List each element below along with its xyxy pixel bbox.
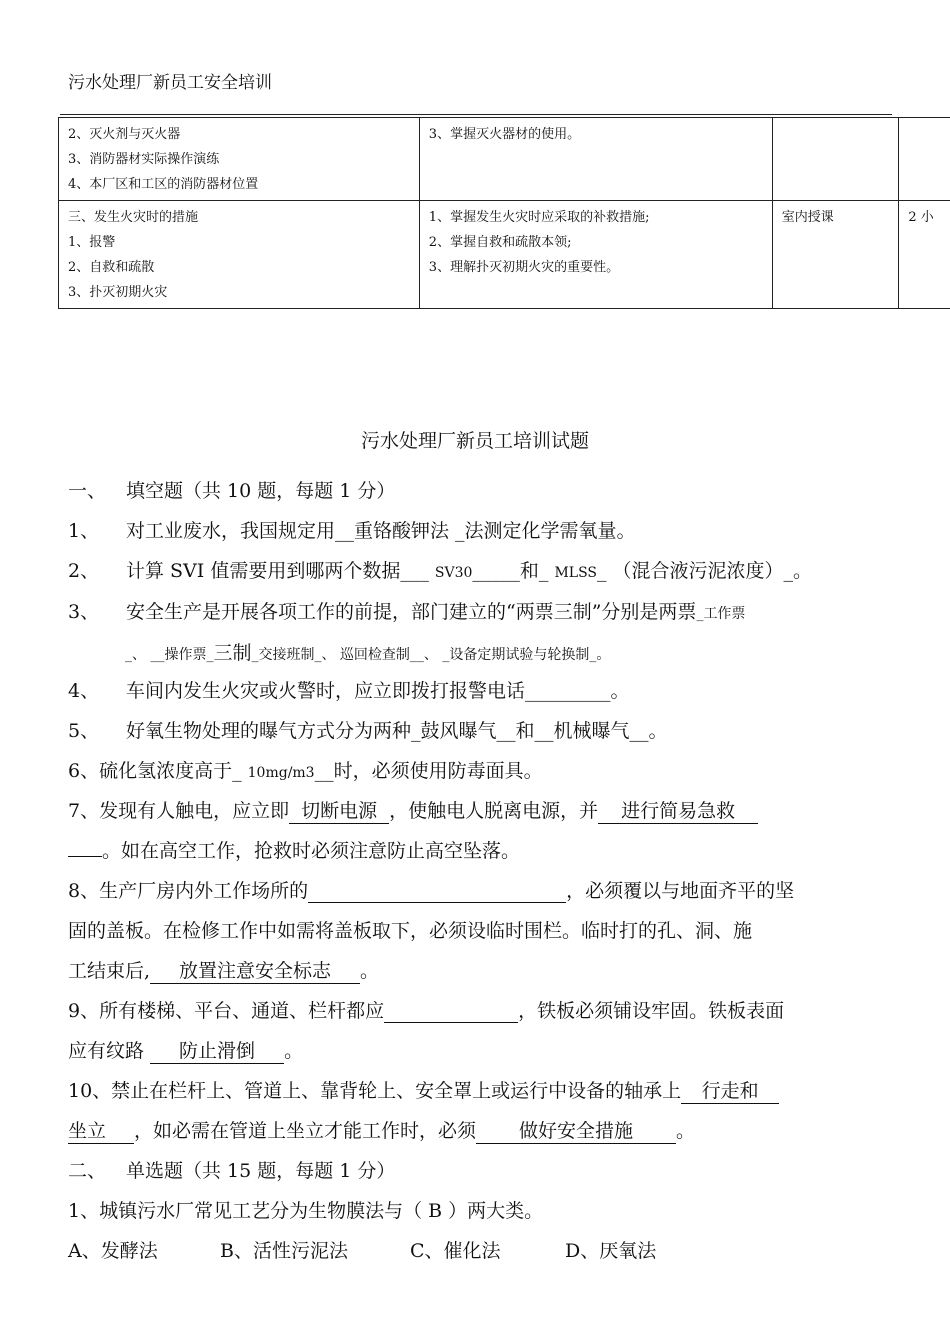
single-choice-1-options bbox=[68, 1236, 656, 1263]
hours-cell: 2 小 bbox=[899, 201, 950, 309]
question-7: 7、发现有人触电，应立即 切断电源 ，使触电人脱离电源，并 进行简易急救 bbox=[68, 796, 758, 824]
question-10-continued: 坐立 ，如必需在管道上坐立才能工作时，必须 做好安全措施 。 bbox=[68, 1116, 695, 1144]
question-10: 10、禁止在栏杆上、管道上、靠背轮上、安全罩上或运行中设备的轴承上 行走和 bbox=[68, 1076, 779, 1104]
question-5: 5、 好氧生物处理的曝气方式分为两种_鼓风曝气__和__机械曝气__。 bbox=[68, 720, 668, 742]
question-3-continued: _、 __操作票_三制_交接班制_、 巡回检查制__、 _设备定期试验与轮换制_。 bbox=[125, 642, 611, 664]
question-7-continued: 。如在高空工作，抢救时必须注意防止高空坠落。 bbox=[68, 836, 520, 863]
hours-cell bbox=[899, 118, 950, 201]
section-heading: 一、 填空题（共 10 题，每题 1 分） bbox=[68, 480, 396, 502]
goals-cell: 3、掌握灭火器材的使用。 bbox=[419, 118, 772, 201]
exam-title: 污水处理厂新员工培训试题 bbox=[360, 430, 589, 452]
question-9: 9、所有楼梯、平台、通道、栏杆都应 ，铁板必须铺设牢固。铁板表面 bbox=[68, 1000, 785, 1022]
answer-blank bbox=[384, 1000, 518, 1023]
option-d: D、厌氧法 bbox=[565, 1240, 657, 1262]
training-plan-table bbox=[58, 117, 950, 309]
section-heading: 二、 单选题（共 15 题，每题 1 分） bbox=[68, 1160, 396, 1182]
single-choice-1: 1、城镇污水厂常见工艺分为生物膜法与（ B ）两大类。 bbox=[68, 1200, 544, 1222]
table-row bbox=[59, 118, 950, 201]
answer-blank bbox=[308, 880, 566, 903]
question-2: 2、 计算 SVI 值需要用到哪两个数据___ SV30_____和_ MLSS_ （混合液污泥浓度）_。 bbox=[68, 560, 813, 582]
goals-cell: 1、掌握发生火灾时应采取的补救措施; 2、掌握自救和疏散本领; 3、理解扑灭初期火灾的重要性。 bbox=[419, 201, 772, 309]
option-c: C、催化法 bbox=[410, 1240, 501, 1262]
question-8-end: 工结束后, 放置注意安全标志 。 bbox=[68, 956, 379, 984]
content-cell: 2、灭火剂与灭火器 3、消防器材实际操作演练 4、本厂区和工区的消防器材位置 bbox=[59, 118, 420, 201]
question-6: 6、硫化氢浓度高于_ 10mg/m3__时，必须使用防毒面具。 bbox=[68, 760, 543, 782]
question-8-continued: 固的盖板。在检修工作中如需将盖板取下，必须设临时围栏。临时打的孔、洞、施 bbox=[68, 920, 753, 942]
page-header-title: 污水处理厂新员工安全培训 bbox=[68, 73, 272, 93]
method-cell: 室内授课 bbox=[772, 201, 899, 309]
method-cell bbox=[772, 118, 899, 201]
question-8: 8、生产厂房内外工作场所的 ，必须覆以与地面齐平的坚 bbox=[68, 880, 795, 902]
question-9-continued: 应有纹路 防止滑倒 。 bbox=[68, 1036, 303, 1064]
table-row bbox=[59, 201, 950, 309]
option-a: A、发酵法 bbox=[68, 1240, 158, 1262]
question-3: 3、 安全生产是开展各项工作的前提，部门建立的“两票三制”分别是两票_工作票 bbox=[68, 601, 746, 623]
header-divider bbox=[60, 114, 892, 115]
option-b: B、活性污泥法 bbox=[220, 1240, 348, 1262]
question-1: 1、 对工业废水，我国规定用__重铬酸钾法 _法测定化学需氧量。 bbox=[68, 520, 636, 542]
content-cell: 三、发生火灾时的措施 1、报警 2、自救和疏散 3、扑灭初期火灾 bbox=[59, 201, 420, 309]
question-4: 4、 车间内发生火灾或火警时，应立即拨打报警电话_________。 bbox=[68, 680, 630, 702]
